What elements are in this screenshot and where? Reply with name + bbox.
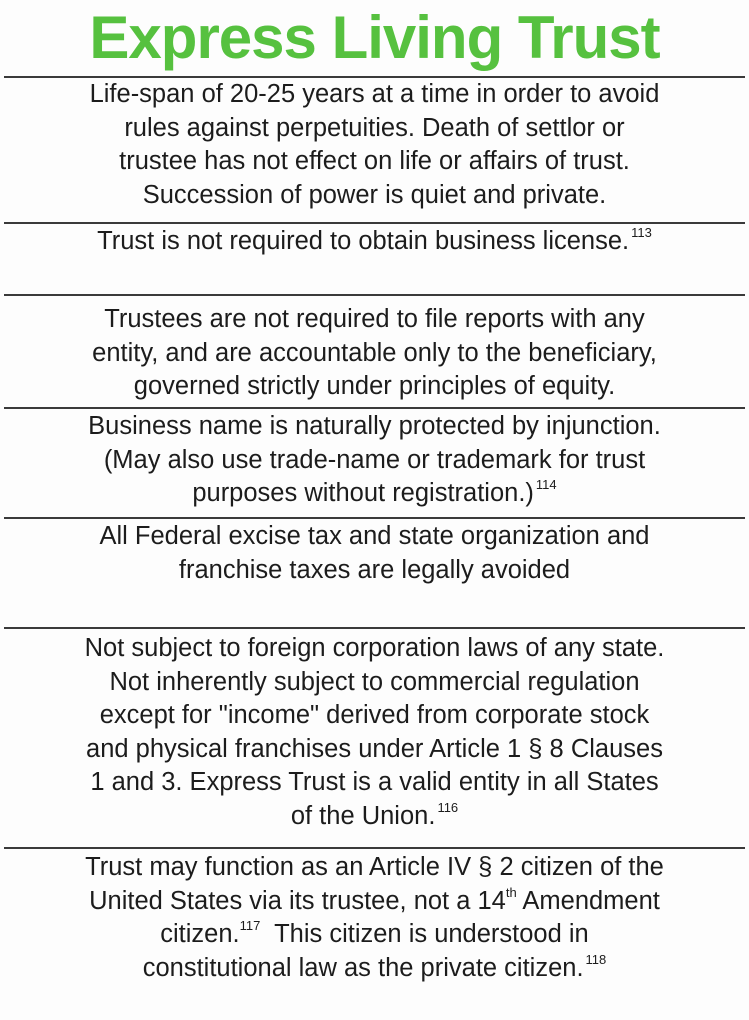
text-line: citizen.: [160, 920, 240, 948]
text-line: of the Union.: [290, 801, 436, 830]
text-line: Business name is naturally protected by injunction.: [88, 412, 661, 440]
trust-feature-lifespan: [8, 78, 741, 212]
trust-feature-citizenship: [8, 851, 741, 985]
text-line: governed strictly under principles of equity.: [133, 372, 616, 400]
text-line: Life-span of 20-25 years at a time in order to avoid: [89, 80, 660, 108]
text-line: Trust is not required to obtain business license.: [97, 227, 630, 255]
text-line: Succession of power is quiet and private.: [142, 180, 607, 209]
text-line: United States via its trustee, not a 14: [89, 886, 506, 915]
text-line: (May also use trade-name or trademark for trust: [103, 445, 646, 474]
text-line: This citizen is understood in: [260, 920, 589, 948]
page-title: Express Living Trust: [89, 4, 660, 71]
ordinal-suffix: th: [505, 884, 517, 900]
row-divider: [4, 517, 745, 519]
text-line: entity, and are accountable only to the beneficiary,: [92, 338, 657, 367]
row-divider: [4, 407, 745, 409]
trust-feature-foreign-corporation: [8, 632, 741, 833]
footnote-marker: 114: [535, 477, 557, 492]
row-divider: [4, 627, 745, 629]
footnote-marker: 118: [585, 951, 607, 967]
text-line: purposes without registration.): [192, 479, 534, 507]
text-line: All Federal excise tax and state organization and: [99, 522, 650, 550]
row-divider: [4, 222, 745, 224]
trust-feature-reporting: [8, 303, 741, 404]
text-line: and physical franchises under Article 1 § 8 Clauses: [86, 734, 663, 763]
text-line: Amendment: [516, 886, 660, 915]
text-line: Trust may function as an Article IV § 2 citizen of the: [85, 853, 664, 881]
footnote-marker: 113: [631, 225, 652, 240]
text-line: 1 and 3. Express Trust is a valid entity in all States: [90, 768, 659, 796]
text-line: franchise taxes are legally avoided: [178, 555, 571, 584]
footnote-marker: 117: [239, 918, 261, 933]
text-line: constitutional law as the private citizen.: [142, 953, 584, 982]
text-line: Not subject to foreign corporation laws of any state.: [84, 634, 665, 662]
text-line: except for "income" derived from corporate stock: [99, 701, 650, 729]
trust-feature-business-name: [8, 410, 741, 511]
row-divider: [4, 847, 745, 849]
trust-feature-business-license: [8, 225, 741, 259]
text-line: Not inherently subject to commercial regulation: [109, 667, 640, 696]
row-divider: [4, 294, 745, 296]
trust-feature-taxes: [8, 520, 741, 587]
text-line: rules against perpetuities. Death of settlor or: [124, 113, 625, 142]
text-line: Trustees are not required to file reports with any: [104, 305, 645, 333]
footnote-marker: 116: [437, 799, 459, 815]
text-line: trustee has not effect on life or affairs of trust.: [119, 147, 630, 175]
